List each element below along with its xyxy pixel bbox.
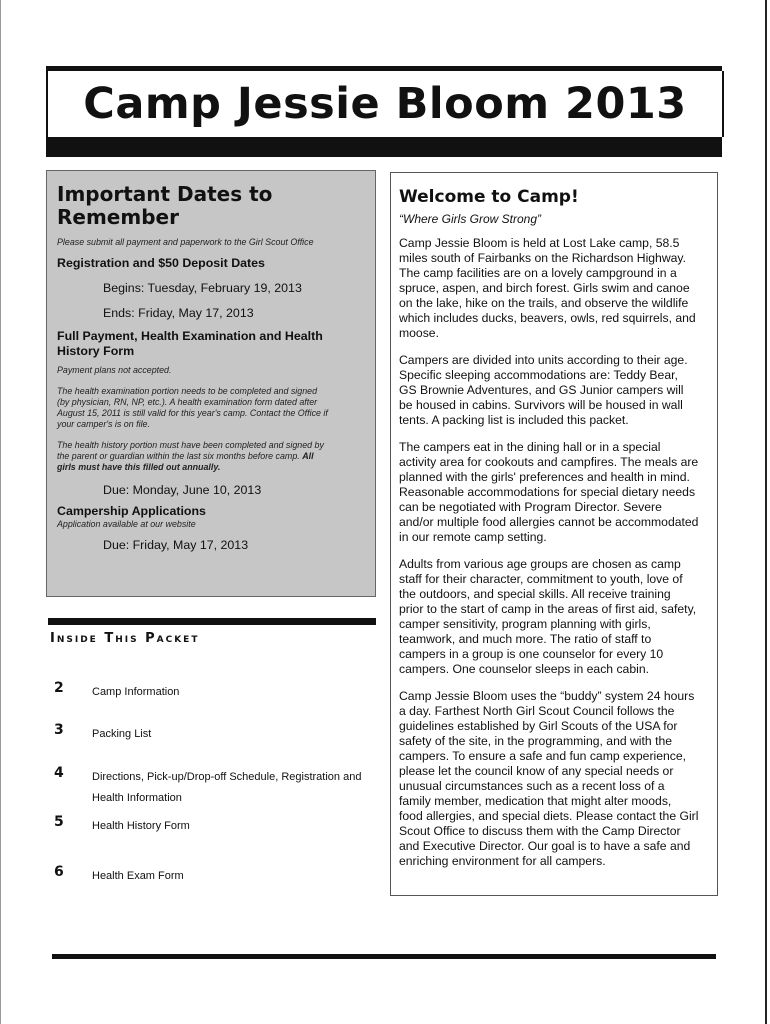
packet-item-label-line1: Directions, Pick-up/Drop-off Schedule, Registration and bbox=[92, 771, 362, 783]
packet-item-label: Camp Information bbox=[92, 686, 180, 698]
paragraph-line: food allergies, and special diets. Please contact the Girl bbox=[399, 809, 699, 823]
welcome-heading: Welcome to Camp! bbox=[399, 187, 579, 207]
welcome-box bbox=[390, 172, 718, 896]
paragraph-line: can be negotiated with Program Director. Severe bbox=[399, 500, 662, 514]
health-exam-note-line1: The health examination portion needs to be completed and signed bbox=[57, 386, 318, 396]
health-history-note-line1: The health history portion must have been completed and signed by bbox=[57, 440, 324, 450]
paragraph-line: Camp Jessie Bloom is held at Lost Lake camp, 58.5 bbox=[399, 236, 680, 250]
campership-heading: Campership Applications bbox=[57, 504, 206, 518]
registration-ends: Ends: Friday, May 17, 2013 bbox=[103, 306, 254, 320]
page-edge-left bbox=[0, 0, 1, 1024]
important-dates-heading-line2: Remember bbox=[57, 205, 179, 229]
paragraph-line: and Executive Director. Our goal is to have a safe and bbox=[399, 839, 691, 853]
paragraph-line: Campers are divided into units according to their age. bbox=[399, 353, 688, 367]
welcome-paragraph-units bbox=[399, 353, 709, 428]
full-payment-heading bbox=[57, 329, 365, 359]
full-payment-heading-line1: Full Payment, Health Examination and Health bbox=[57, 329, 323, 343]
packet-item-label: Health History Form bbox=[92, 820, 190, 832]
paragraph-line: activity area for cookouts and campfires. The meals are bbox=[399, 455, 699, 469]
packet-rule bbox=[48, 618, 376, 625]
paragraph-line: campers. One counselor sleeps in each cabin. bbox=[399, 662, 649, 676]
packet-item-label-line2: Health Information bbox=[92, 792, 182, 804]
paragraph-line: and/or multiple food allergies cannot be accommodated bbox=[399, 515, 699, 529]
paragraph-line: camper sensitivity, program planning with girls, bbox=[399, 617, 651, 631]
paragraph-line: on the lake, hike on the trails, and observe the wildlife bbox=[399, 296, 689, 310]
registration-begins: Begins: Tuesday, February 19, 2013 bbox=[103, 281, 302, 295]
health-exam-note bbox=[57, 386, 365, 430]
submit-note: Please submit all payment and paperwork to the Girl Scout Office bbox=[57, 237, 314, 247]
page-edge-right bbox=[765, 0, 767, 1024]
packet-item-label: Health Exam Form bbox=[92, 870, 184, 882]
paragraph-line: miles south of Fairbanks on the Richardson Highway. bbox=[399, 251, 686, 265]
welcome-paragraph-location bbox=[399, 236, 709, 341]
welcome-paragraph-safety bbox=[399, 689, 709, 869]
packet-item-label bbox=[92, 767, 377, 809]
paragraph-line: guidelines established by Girl Scouts of the USA for bbox=[399, 719, 678, 733]
health-history-note-line2-text: the parent or guardian within the last six months before camp. bbox=[57, 451, 300, 461]
paragraph-line: campers. To ensure a safe and fun camp experience, bbox=[399, 749, 687, 763]
paragraph-line: unusual circumstances such as a recent loss of a bbox=[399, 779, 665, 793]
full-payment-due: Due: Monday, June 10, 2013 bbox=[103, 483, 262, 497]
paragraph-line: Reasonable accommodations for special dietary needs bbox=[399, 485, 696, 499]
important-dates-heading-line1: Important Dates to bbox=[57, 182, 273, 206]
welcome-paragraph-meals bbox=[399, 440, 709, 545]
paragraph-line: GS Brownie Adventures, and GS Junior campers will bbox=[399, 383, 684, 397]
paragraph-line: Adults from various age groups are chosen as camp bbox=[399, 557, 681, 571]
paragraph-line: enriching environment for all campers. bbox=[399, 854, 606, 868]
packet-item-number: 4 bbox=[54, 765, 64, 781]
important-dates-box bbox=[46, 170, 376, 597]
health-history-note-emphasis-line: girls must have this filled out annually. bbox=[57, 462, 221, 472]
welcome-subheading: “Where Girls Grow Strong” bbox=[399, 212, 542, 226]
paragraph-line: be housed in cabins. Survivors will be housed in wall bbox=[399, 398, 683, 412]
packet-item-number: 5 bbox=[54, 814, 64, 830]
packet-item-number: 2 bbox=[54, 680, 64, 696]
paragraph-line: spruce, aspen, and birch forest. Girls swim and canoe bbox=[399, 281, 690, 295]
paragraph-line: safety of the site, in the programming, and with the bbox=[399, 734, 673, 748]
campership-note: Application available at our website bbox=[57, 519, 196, 529]
campership-due: Due: Friday, May 17, 2013 bbox=[103, 538, 249, 552]
payment-plans-note: Payment plans not accepted. bbox=[57, 365, 172, 375]
health-history-note-line2 bbox=[57, 451, 365, 462]
paragraph-line: moose. bbox=[399, 326, 439, 340]
welcome-paragraph-staff bbox=[399, 557, 709, 677]
paragraph-line: The camp facilities are on a lovely campground in a bbox=[399, 266, 677, 280]
paragraph-line: Camp Jessie Bloom uses the “buddy” system 24 hours bbox=[399, 689, 695, 703]
paragraph-line: campers in a group is one counselor for every 10 bbox=[399, 647, 664, 661]
paragraph-line: tents. A packing list is included this packet. bbox=[399, 413, 629, 427]
health-exam-note-line2: (by physician, RN, NP, etc.). A health examination form dated after bbox=[57, 397, 318, 407]
full-payment-heading-line2: History Form bbox=[57, 344, 135, 358]
paragraph-line: family member, medication that might alter moods, bbox=[399, 794, 672, 808]
title-banner bbox=[46, 71, 724, 137]
paragraph-line: Scout Office to discuss them with the Camp Director bbox=[399, 824, 681, 838]
packet-item-number: 6 bbox=[54, 864, 64, 880]
footer-rule bbox=[52, 954, 716, 959]
paragraph-line: please let the council know of any special needs or bbox=[399, 764, 674, 778]
paragraph-line: which includes ducks, beavers, owls, red squirrels, and bbox=[399, 311, 696, 325]
page-title: Camp Jessie Bloom 2013 bbox=[83, 79, 687, 129]
paragraph-line: prior to the start of camp in the areas of first aid, safety, bbox=[399, 602, 697, 616]
paragraph-line: a day. Farthest North Girl Scout Council follows the bbox=[399, 704, 675, 718]
important-dates-heading bbox=[57, 183, 365, 229]
packet-heading: Inside This Packet bbox=[50, 631, 200, 646]
paragraph-line: teamwork, and much more. The ratio of staff to bbox=[399, 632, 652, 646]
paragraph-line: the outdoors, and special skills. All receive training bbox=[399, 587, 671, 601]
health-history-note-emphasis: All bbox=[302, 451, 314, 461]
packet-item-number: 3 bbox=[54, 722, 64, 738]
health-history-note bbox=[57, 440, 365, 473]
registration-heading: Registration and $50 Deposit Dates bbox=[57, 256, 265, 270]
paragraph-line: Specific sleeping accommodations are: Teddy Bear, bbox=[399, 368, 678, 382]
paragraph-line: in our remote camp setting. bbox=[399, 530, 547, 544]
health-history-note-line3 bbox=[57, 462, 365, 473]
health-exam-note-line4: your camper's is on file. bbox=[57, 419, 150, 429]
packet-item-label: Packing List bbox=[92, 728, 152, 740]
paragraph-line: staff for their character, commitment to youth, love of bbox=[399, 572, 683, 586]
paragraph-line: The campers eat in the dining hall or in a special bbox=[399, 440, 661, 454]
paragraph-line: planned with the girls' preferences and health in mind. bbox=[399, 470, 690, 484]
health-exam-note-line3: August 15, 2011 is still valid for this year's camp. Contact the Office if bbox=[57, 408, 328, 418]
title-rule-bottom bbox=[46, 137, 722, 157]
